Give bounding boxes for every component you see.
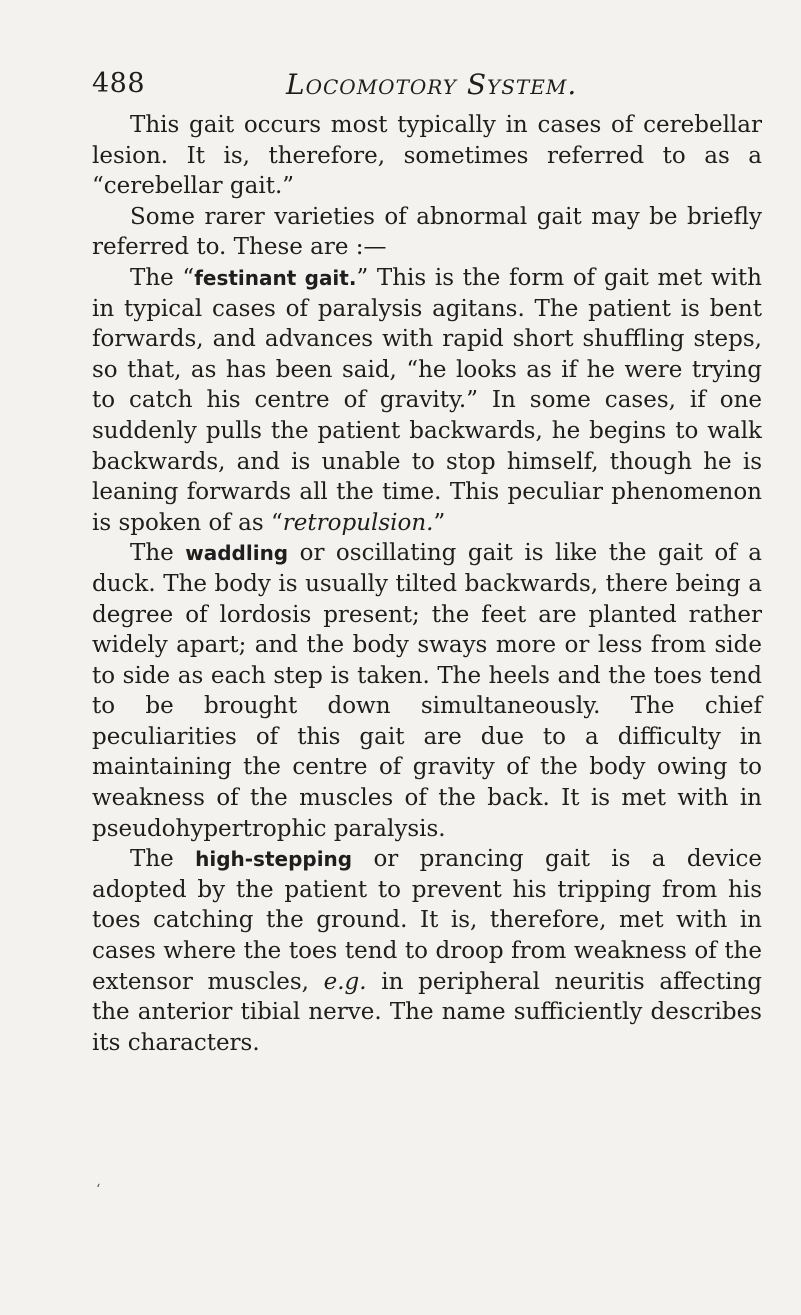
term-festinant-gait: festinant gait. — [194, 265, 357, 290]
paragraph-text: ” — [433, 509, 446, 536]
paragraph-cerebellar-gait — [92, 110, 762, 202]
paragraph-text: The — [130, 540, 186, 567]
stray-print-mark: ‘ — [96, 1182, 101, 1198]
paragraph-text: or oscillating gait is like the gait of a duck. The body is usually tilted backwards, there being a degree of lordosis present; the feet are planted rather widely apart; and the body sways more or less from side to side as each step is taken. The heels and the toes tend to be brought down simultaneously. The chief peculiarities of this gait are due to a difficulty in maintaining the centre of gravity of the body owing to weakness of the muscles of the back. It is met with in pseudohypertrophic paralysis. — [92, 540, 762, 842]
body-text — [92, 110, 762, 1058]
term-waddling: waddling — [185, 541, 289, 566]
page-number: 488 — [92, 68, 146, 99]
paragraph-high-stepping-gait — [92, 844, 762, 1058]
paragraph-text: The “ — [130, 264, 195, 291]
paragraph-text: Some rarer varieties of abnormal gait may be briefly referred to. These are :— — [92, 203, 762, 261]
italic-retropulsion: retropulsion. — [282, 509, 434, 536]
paragraph-text: The — [130, 846, 196, 873]
paragraph-text: or prancing gait is a device adopted by the patient to prevent his tripping from his toes catching the ground. It is, therefore, met with in cases where the toes tend to droop from weakness of the extensor muscles, — [92, 846, 762, 995]
running-head: Locomotory System. — [286, 68, 578, 101]
italic-eg: e.g. — [323, 968, 367, 995]
term-high-stepping: high-stepping — [195, 847, 353, 872]
paragraph-festinant-gait — [92, 263, 762, 538]
paragraph-text: This gait occurs most typically in cases of cerebellar lesion. It is, therefore, sometimes referred to as a “cerebellar gait.” — [92, 112, 762, 200]
paragraph-rarer-varieties — [92, 202, 762, 263]
paragraph-text: in peripheral neuritis affecting the anterior tibial nerve. The name sufficiently describes its characters. — [92, 968, 762, 1056]
paragraph-waddling-gait — [92, 538, 762, 844]
paragraph-text: ” This is the form of gait met with in typical cases of paralysis agitans. The patient is bent forwards, and advances with rapid short shuffling steps, so that, as has been said, “he looks as if he were trying to catch his centre of gravity.” In some cases, if one suddenly pulls the patient backwards, he begins to walk backwards, and is unable to stop himself, though he is leaning forwards all the time. This peculiar phenomenon is spoken of as “ — [92, 264, 762, 536]
